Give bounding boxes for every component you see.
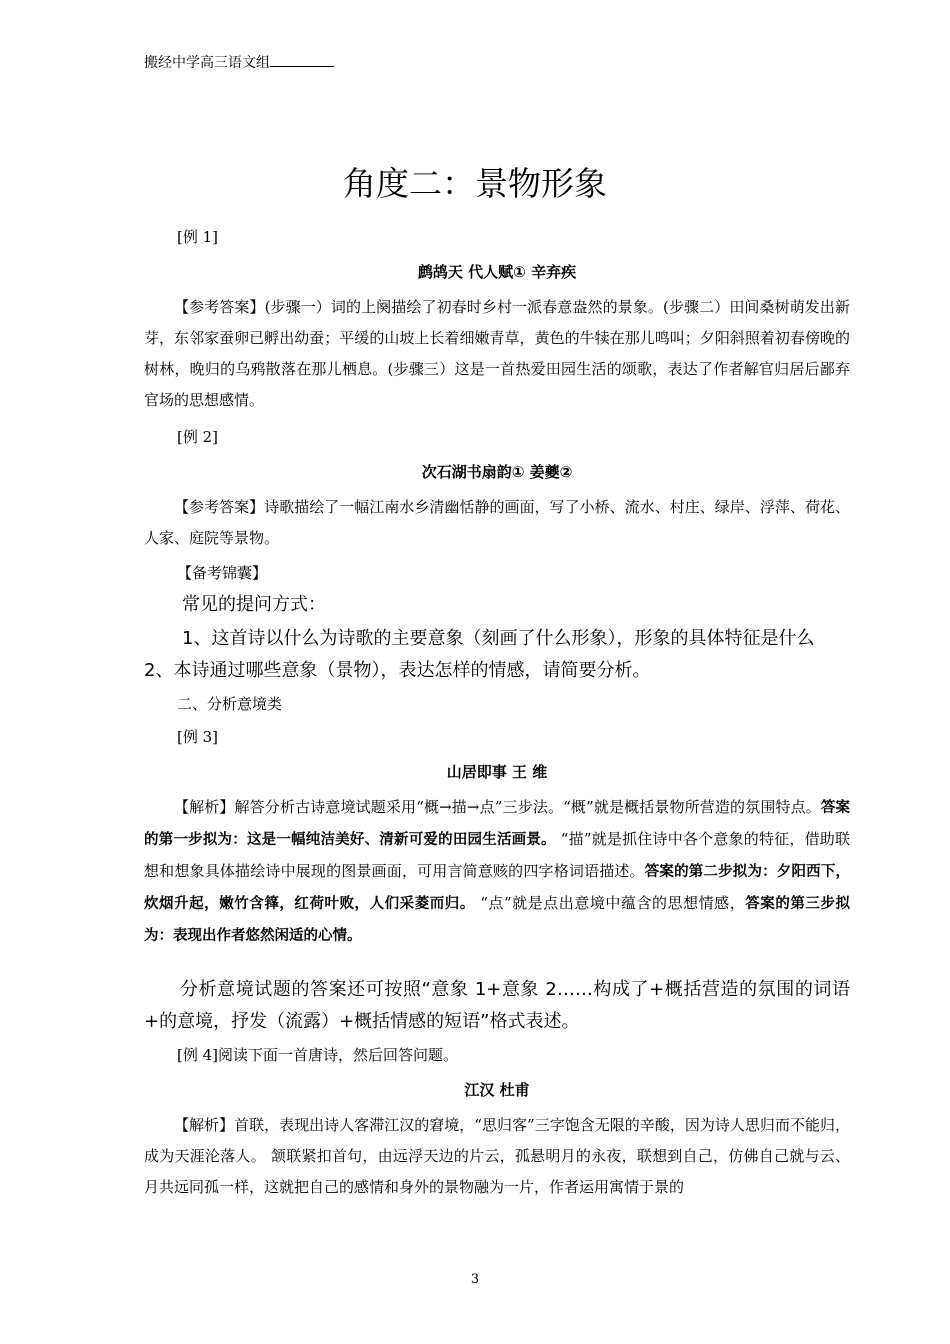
answer-step-2: 答案的第二步拟为：夕阳西下，炊烟升起，嫩竹含箨，红荷叶败，人们采菱而归。 [144, 864, 850, 912]
example-4-poem-title: 江汉 杜甫 [464, 1081, 530, 1099]
header-underline [270, 54, 334, 67]
document-body [144, 222, 850, 1203]
example-1-poem-title: 鹧鸪天 代人赋① 辛弃疾 [417, 263, 577, 281]
example-3-poem-title: 山居即事 王 维 [446, 763, 548, 781]
analysis-text-c: “描”就是抓住诗中各个意象的特征，借助联想和想象具体描绘诗中展现的图景画面，可用言简意赅的四字格词语描述。 [144, 830, 851, 880]
example-4-analysis: 【解析】首联，表现出诗人客滞江汉的窘境，“思归客”三字饱含无限的辛酸，因为诗人思归而不能归，成为天涯沦落人。 颔联紧扣首句，由远浮天边的片云，孤悬明月的永夜，联想到自己，仿佛自己就与云、月共远同孤一样，这就把自己的感情和身外的景物融为一片，作者运用寓情于景的 [144, 1116, 850, 1196]
example-2-poem-title: 次石湖书扇韵① 姜夔② [421, 463, 573, 481]
page-title: 角度二：景物形象 [343, 164, 607, 203]
format-note: 分析意境试题的答案还可按照“意象 1+意象 2……构成了+概括营造的氛围的词语+的意境，抒发（流露）+概括情感的短语”格式表述。 [144, 979, 850, 1032]
example-1-answer: 【参考答案】(步骤一）词的上阕描绘了初春时乡村一派春意盎然的景象。(步骤二）田间桑树萌发出新芽，东邻家蚕卵已孵出幼蚕；平缓的山坡上长着细嫩青草，黄色的牛犊在那儿鸣叫；夕阳斜照着初春傍晚的树林，晚归的乌鸦散落在那儿栖息。(步骤三）这是一首热爱田园生活的颂歌，表达了作者解官归居后鄙弃官场的思想感情。 [144, 298, 850, 409]
answer-step-3: 答案的第三步拟为：表现出作者悠然闲适的心情。 [144, 896, 851, 944]
tips-question-2: 2、本诗通过哪些意象（景物），表达怎样的情感，请简要分析。 [144, 660, 651, 681]
answer-step-1: 答案的第一步拟为：这是一幅纯洁美好、清新可爱的田园生活画景。 [144, 800, 850, 848]
analysis-text-e: “点”就是点出意境中蕴含的思想情感， [474, 894, 746, 912]
tips-question-1: 1、这首诗以什么为诗歌的主要意象（刻画了什么形象），形象的具体特征是什么 [182, 628, 815, 649]
header-text: 搬经中学高三语文组 [144, 55, 270, 71]
example-1-label: [例 1] [177, 228, 219, 246]
tips-label: 【备考锦囊】 [177, 564, 268, 582]
example-3-label: [例 3] [177, 728, 219, 746]
page-header [144, 52, 334, 72]
example-3-analysis [144, 792, 850, 952]
example-2-answer: 【参考答案】诗歌描绘了一幅江南水乡清幽恬静的画面，写了小桥、流水、村庄、绿岸、浮萍、荷花、人家、庭院等景物。 [144, 498, 850, 547]
example-2-label: [例 2] [177, 428, 219, 446]
page-number: 3 [470, 1272, 480, 1287]
spacer [144, 952, 850, 974]
tips-heading: 常见的提问方式： [182, 594, 326, 615]
example-4-label: [例 4]阅读下面一首唐诗，然后回答问题。 [177, 1046, 459, 1064]
section-2-heading: 二、分析意境类 [177, 695, 283, 713]
analysis-text-a: 【解析】解答分析古诗意境试题采用“概→描→点”三步法。“概”就是概括景物所营造的氛围特点。 [174, 798, 821, 816]
